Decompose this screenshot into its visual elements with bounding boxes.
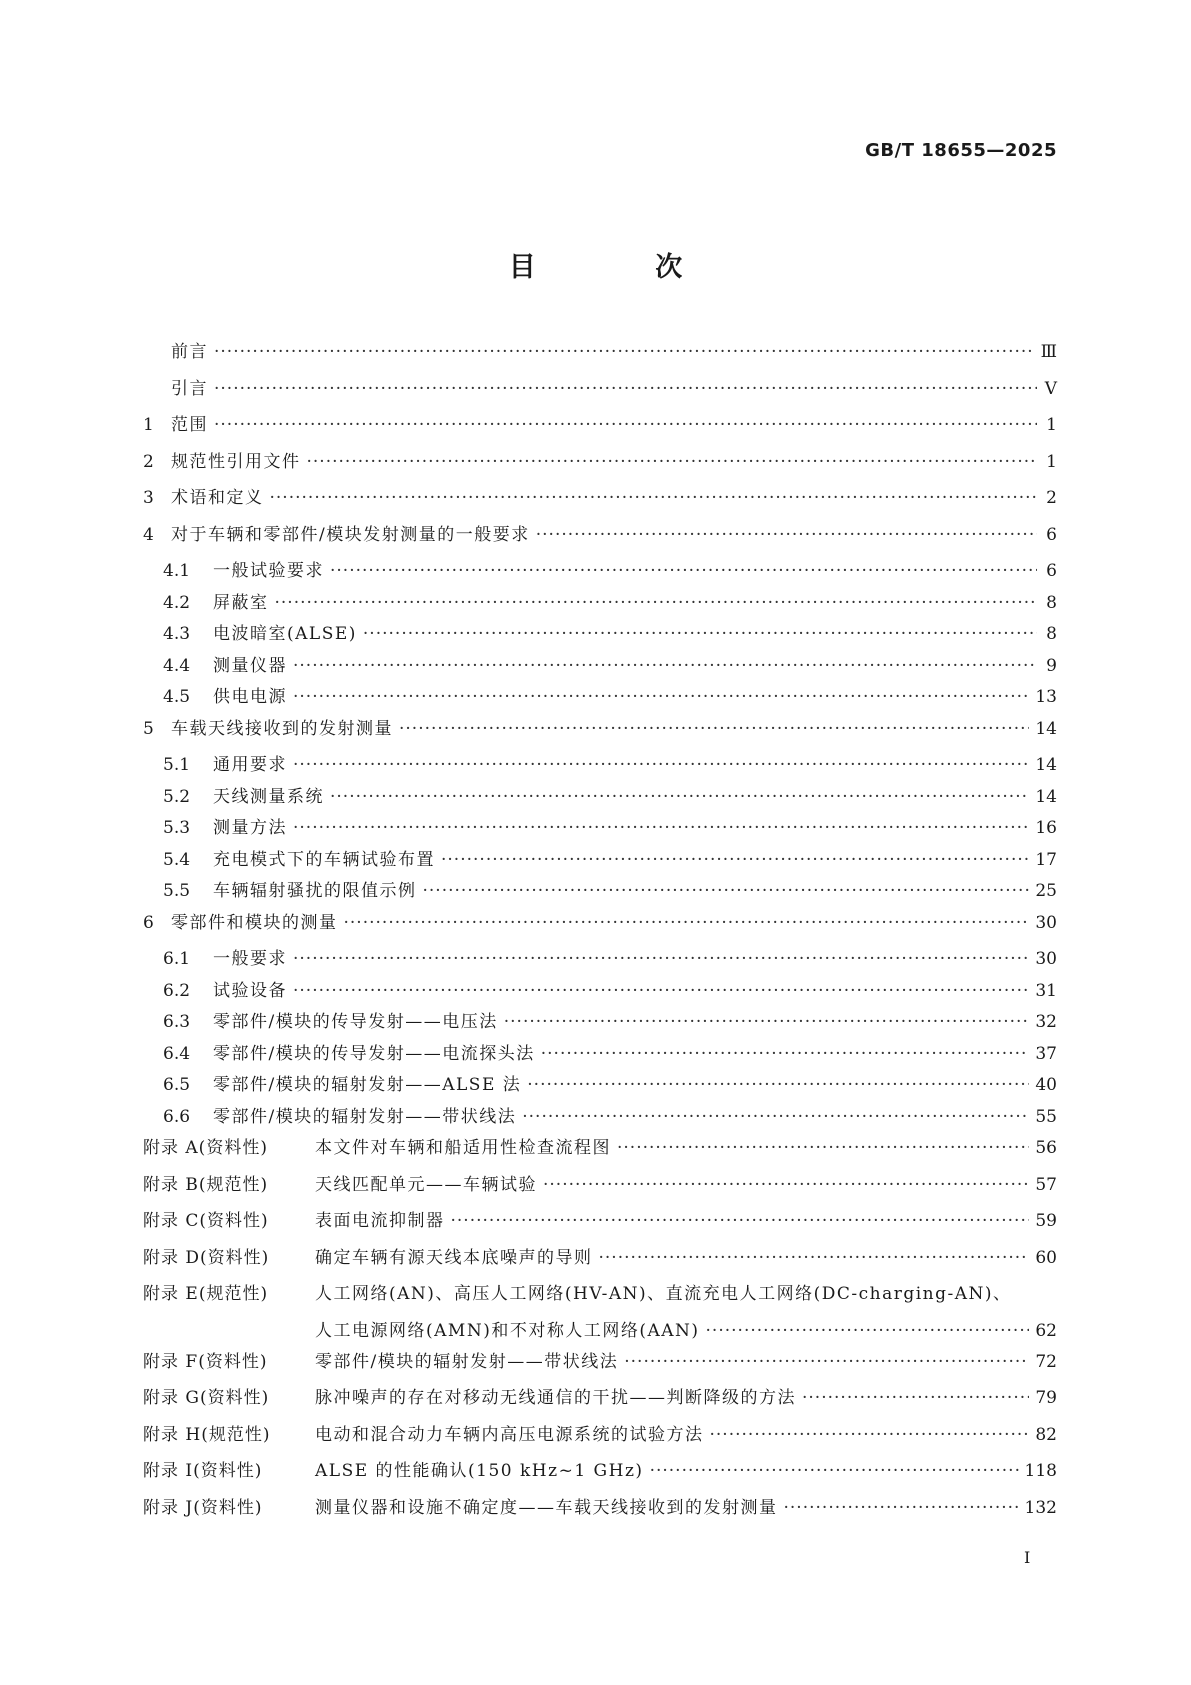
toc-leader-dots: [214, 342, 1035, 362]
toc-entry[interactable]: [143, 1347, 1057, 1384]
toc-entry-page: 17: [1035, 849, 1057, 870]
toc-entry[interactable]: [143, 976, 1057, 1008]
toc-entry[interactable]: [143, 1070, 1057, 1102]
toc-leader-dots: [330, 561, 1037, 581]
toc-entry-page: 40: [1035, 1075, 1057, 1095]
toc-entry-title: 一般要求: [213, 949, 287, 969]
toc-leader-dots: [275, 593, 1038, 613]
toc-entry-title: 测量仪器: [213, 655, 287, 676]
toc-leader-dots: [423, 881, 1030, 901]
toc-leader-dots: [522, 1107, 1029, 1127]
toc-entry[interactable]: [143, 588, 1057, 620]
toc-entry[interactable]: [143, 682, 1057, 714]
toc-entry-page: 72: [1035, 1351, 1057, 1372]
toc-entry-title: 车辆辐射骚扰的限值示例: [213, 881, 417, 901]
toc-leader-dots: [214, 415, 1037, 435]
toc-entry-title: 确定车辆有源天线本底噪声的导则: [315, 1247, 593, 1268]
toc-leader-dots: [293, 949, 1029, 969]
toc-leader-dots: [441, 850, 1029, 870]
toc-entry-page: 118: [1024, 1461, 1057, 1481]
toc-entry-title: 零部件/模块的辐射发射——带状线法: [213, 1106, 517, 1127]
toc-entry[interactable]: [143, 337, 1057, 374]
toc-leader-dots: [293, 981, 1029, 1001]
toc-entry-number: 4.3: [163, 624, 191, 644]
toc-leader-dots: [504, 1012, 1030, 1032]
toc-leader-dots: [270, 488, 1038, 508]
toc-entry-title: 范围: [171, 415, 208, 435]
toc-entry-number: 附录 I(资料性): [143, 1461, 263, 1481]
toc-entry-page: 30: [1035, 912, 1057, 933]
toc-entry-page: 32: [1035, 1012, 1057, 1032]
toc-entry[interactable]: [143, 1316, 1057, 1347]
toc-entry-title: 人工电源网络(AMN)和不对称人工网络(AAN): [315, 1320, 700, 1341]
toc-leader-dots: [527, 1075, 1029, 1095]
toc-leader-dots: [293, 755, 1029, 775]
toc-entry-page: 82: [1035, 1424, 1057, 1445]
toc-leader-dots: [624, 1352, 1029, 1372]
toc-entry-title: 零部件/模块的辐射发射——ALSE 法: [213, 1075, 522, 1095]
toc-entry-number: 附录 C(资料性): [143, 1211, 269, 1231]
toc-entry-title: 零部件/模块的辐射发射——带状线法: [315, 1351, 619, 1372]
toc-entry[interactable]: [143, 447, 1057, 484]
toc-leader-dots: [293, 687, 1029, 707]
toc-entry-number: 附录 H(规范性): [143, 1424, 271, 1445]
toc-entry[interactable]: [143, 1170, 1057, 1207]
toc-leader-dots: [706, 1321, 1030, 1341]
toc-entry-title: 通用要求: [213, 755, 287, 775]
toc-entry-number: 5.4: [163, 849, 191, 870]
toc-leader-dots: [710, 1425, 1030, 1445]
toc-entry-page: 55: [1035, 1106, 1057, 1127]
toc-entry-number: 5.5: [163, 881, 191, 901]
toc-entry-page: 60: [1035, 1247, 1057, 1268]
toc-entry[interactable]: [143, 1039, 1057, 1071]
toc-entry-title: 对于车辆和零部件/模块发射测量的一般要求: [171, 524, 530, 545]
toc-entry[interactable]: [143, 1007, 1057, 1039]
toc-entry[interactable]: [143, 845, 1057, 877]
toc-entry-number: 6.5: [163, 1075, 191, 1095]
toc-entry[interactable]: [143, 1133, 1057, 1170]
toc-leader-dots: [650, 1461, 1019, 1481]
toc-entry-page: 56: [1035, 1138, 1057, 1158]
page-title: 目 次: [508, 252, 738, 283]
toc-entry[interactable]: [143, 1420, 1057, 1457]
toc-entry[interactable]: [143, 520, 1057, 557]
toc-entry-number: 4: [143, 524, 154, 545]
toc-entry-title: 脉冲噪声的存在对移动无线通信的干扰——判断降级的方法: [315, 1388, 796, 1408]
toc-leader-dots: [363, 624, 1037, 644]
toc-entry[interactable]: [143, 410, 1057, 447]
toc-leader-dots: [344, 913, 1030, 933]
toc-entry[interactable]: [143, 556, 1057, 588]
toc-entry[interactable]: [143, 1206, 1057, 1243]
toc-entry-title: 天线测量系统: [213, 786, 324, 807]
toc-entry-page: 37: [1035, 1043, 1057, 1064]
toc-entry-title: 人工网络(AN)、高压人工网络(HV-AN)、直流充电人工网络(DC-charging-AN)、: [315, 1284, 1012, 1304]
toc-entry-page: Ⅴ: [1044, 378, 1057, 399]
toc-entry-title: 电动和混合动力车辆内高压电源系统的试验方法: [315, 1424, 704, 1445]
page-folio: Ⅰ: [1024, 1548, 1031, 1567]
toc-entry[interactable]: [143, 1456, 1057, 1493]
toc-entry-number: 4.2: [163, 592, 191, 613]
toc-entry-page: 132: [1024, 1497, 1057, 1518]
toc-entry-page: 14: [1035, 718, 1057, 739]
toc-entry-number: 附录 G(资料性): [143, 1388, 270, 1408]
toc-entry-page: 9: [1046, 655, 1057, 676]
toc-entry-title: 一般试验要求: [213, 561, 324, 581]
toc-entry-number: 5: [143, 718, 154, 739]
toc-entry-number: 3: [143, 488, 154, 508]
toc-entry-page: 1: [1046, 451, 1057, 472]
toc-entry-page: 14: [1035, 786, 1057, 807]
toc-entry-page: 8: [1046, 592, 1057, 613]
toc-entry-number: 6.6: [163, 1106, 191, 1127]
toc-entry-title: 供电电源: [213, 687, 287, 707]
toc-leader-dots: [307, 452, 1038, 472]
toc-entry-number: 6.2: [163, 980, 191, 1001]
toc-leader-dots: [536, 525, 1037, 545]
toc-entry[interactable]: [143, 1493, 1057, 1530]
toc-entry[interactable]: [143, 1383, 1057, 1420]
toc-entry-number: 附录 J(资料性): [143, 1497, 263, 1518]
toc-entry-title: 引言: [171, 378, 208, 399]
toc-entry-page: 30: [1035, 949, 1057, 969]
toc-entry-title: 前言: [171, 342, 208, 362]
toc-entry-page: 57: [1035, 1174, 1057, 1195]
toc-entry-number: 4.5: [163, 687, 191, 707]
toc-entry-title: ALSE 的性能确认(150 kHz~1 GHz): [315, 1461, 644, 1481]
toc-entry-number: 5.1: [163, 755, 191, 775]
toc-entry-title: 零部件/模块的传导发射——电压法: [213, 1012, 498, 1032]
toc-entry[interactable]: [143, 813, 1057, 845]
toc-leader-dots: [399, 719, 1029, 739]
toc-entry-number: 6: [143, 912, 154, 933]
toc-entry-title: 表面电流抑制器: [315, 1211, 445, 1231]
toc-entry-page: 6: [1046, 524, 1057, 545]
toc-entry-page: 13: [1035, 687, 1057, 707]
toc-entry-page: 8: [1046, 624, 1057, 644]
toc-entry[interactable]: [143, 374, 1057, 411]
toc-entry-number: 4.1: [163, 561, 191, 581]
toc-entry[interactable]: [143, 876, 1057, 908]
toc-entry[interactable]: [143, 651, 1057, 683]
toc-entry-number: 6.4: [163, 1043, 191, 1064]
toc-leader-dots: [214, 379, 1037, 399]
toc-entry-title: 天线匹配单元——车辆试验: [315, 1174, 537, 1195]
toc-entry-number: 5.2: [163, 786, 191, 807]
toc-leader-dots: [802, 1388, 1029, 1408]
table-of-contents: [143, 337, 1057, 1529]
toc-entry-number: 6.3: [163, 1012, 191, 1032]
toc-entry[interactable]: [143, 782, 1057, 814]
toc-entry[interactable]: [143, 944, 1057, 976]
toc-leader-dots: [541, 1044, 1030, 1064]
toc-entry-title: 电波暗室(ALSE): [213, 624, 357, 644]
toc-entry-number: 附录 F(资料性): [143, 1351, 268, 1372]
toc-entry-number: 附录 B(规范性): [143, 1174, 269, 1195]
toc-entry[interactable]: [143, 483, 1057, 520]
toc-entry-title: 车载天线接收到的发射测量: [171, 718, 393, 739]
toc-entry[interactable]: [143, 1279, 1057, 1316]
toc-entry-number: 2: [143, 451, 154, 472]
toc-entry-number: 附录 E(规范性): [143, 1284, 269, 1304]
toc-entry-number: 附录 D(资料性): [143, 1247, 270, 1268]
toc-entry-number: 4.4: [163, 655, 191, 676]
toc-entry[interactable]: [143, 619, 1057, 651]
toc-entry[interactable]: [143, 1102, 1057, 1134]
toc-leader-dots: [599, 1248, 1030, 1268]
toc-entry-page: 14: [1035, 755, 1057, 775]
toc-entry-title: 规范性引用文件: [171, 451, 301, 472]
toc-leader-dots: [330, 787, 1029, 807]
toc-entry-title: 充电模式下的车辆试验布置: [213, 849, 435, 870]
toc-entry-page: 25: [1035, 881, 1057, 901]
toc-entry-title: 屏蔽室: [213, 592, 269, 613]
toc-leader-dots: [293, 818, 1029, 838]
toc-entry-number: 附录 A(资料性): [143, 1138, 268, 1158]
toc-entry-page: 6: [1046, 561, 1057, 581]
toc-entry-title: 测量方法: [213, 818, 287, 838]
toc-entry[interactable]: [143, 908, 1057, 945]
toc-entry-number: 5.3: [163, 818, 191, 838]
toc-entry-title: 术语和定义: [171, 488, 264, 508]
toc-entry-page: Ⅲ: [1040, 342, 1057, 362]
toc-entry-page: 79: [1035, 1388, 1057, 1408]
toc-entry-number: 1: [143, 415, 154, 435]
toc-entry-title: 试验设备: [213, 980, 287, 1001]
toc-entry-number: 6.1: [163, 949, 191, 969]
toc-entry-title: 零部件/模块的传导发射——电流探头法: [213, 1043, 535, 1064]
toc-entry[interactable]: [143, 1243, 1057, 1280]
toc-entry-title: 测量仪器和设施不确定度——车载天线接收到的发射测量: [315, 1497, 778, 1518]
toc-entry-page: 59: [1035, 1211, 1057, 1231]
toc-entry[interactable]: [143, 714, 1057, 751]
toc-entry-page: 1: [1046, 415, 1057, 435]
toc-leader-dots: [451, 1211, 1030, 1231]
toc-entry-page: 62: [1035, 1320, 1057, 1341]
toc-leader-dots: [784, 1498, 1019, 1518]
toc-leader-dots: [617, 1138, 1029, 1158]
toc-leader-dots: [543, 1175, 1029, 1195]
toc-leader-dots: [293, 656, 1037, 676]
toc-entry-title: 本文件对车辆和船适用性检查流程图: [315, 1138, 611, 1158]
toc-entry-title: 零部件和模块的测量: [171, 912, 338, 933]
toc-entry-page: 2: [1046, 488, 1057, 508]
toc-entry[interactable]: [143, 750, 1057, 782]
toc-entry-page: 31: [1035, 980, 1057, 1001]
standard-code: GB/T 18655—2025: [865, 140, 1057, 161]
toc-entry-page: 16: [1035, 818, 1057, 838]
